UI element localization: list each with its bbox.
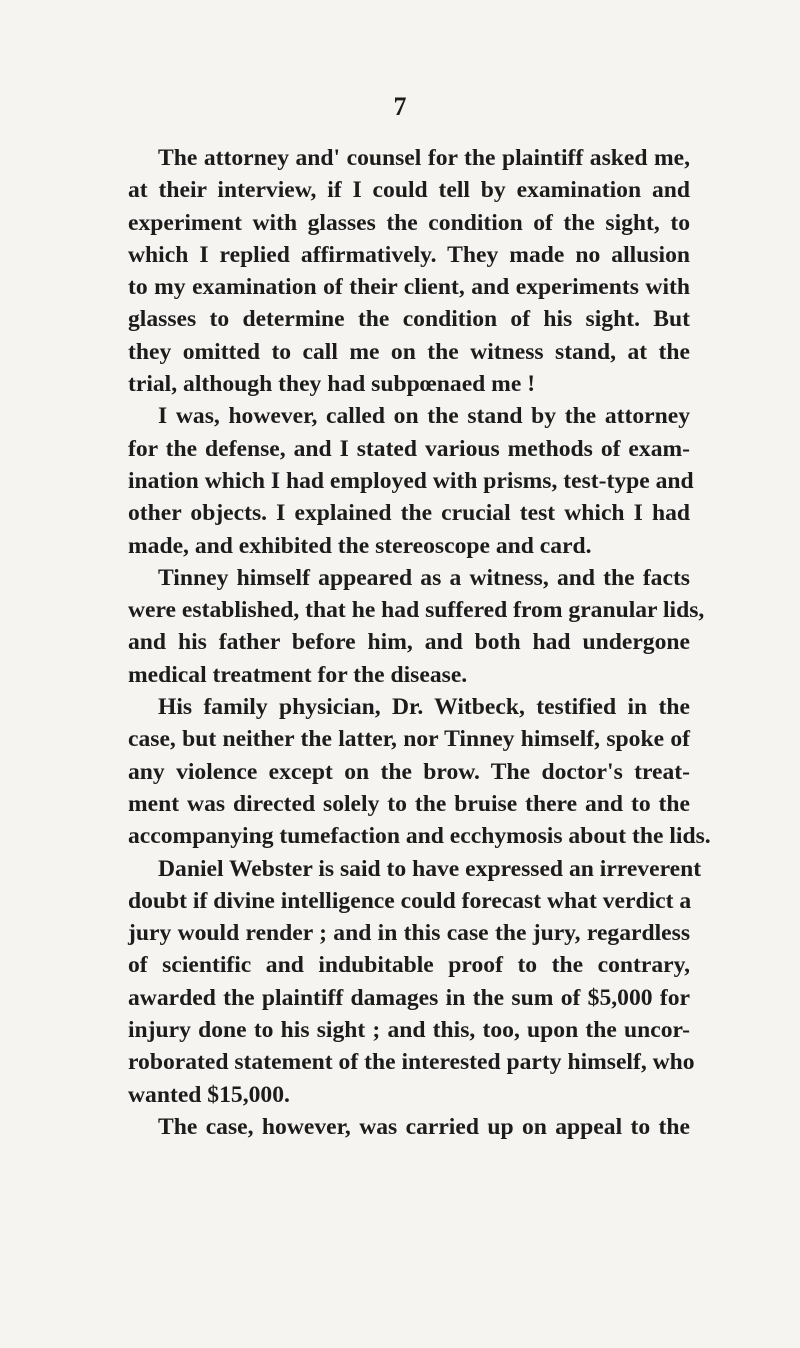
text-line: ination which I had employed with prisms, test-type and	[128, 467, 694, 494]
text-line: experiment with glasses the condition of the sight, to	[128, 209, 690, 236]
text-line: medical treatment for the disease.	[128, 661, 468, 688]
text-line: accompanying tumefaction and ecchymosis about the lids.	[128, 823, 711, 850]
text-line: to my examination of their client, and experiments with	[128, 274, 690, 301]
text-line: ment was directed solely to the bruise there and to the	[128, 790, 690, 817]
text-line: of scientific and indubitable proof to the contrary,	[128, 952, 690, 979]
text-line: other objects. I explained the crucial test which I had	[128, 500, 690, 527]
text-line: which I replied affirmatively. They made no allusion	[128, 241, 690, 268]
text-line: I was, however, called on the stand by the attorney	[158, 403, 690, 430]
text-line: any violence except on the brow. The doctor's treat-	[128, 758, 690, 785]
text-line: Tinney himself appeared as a witness, and the facts	[158, 564, 690, 591]
text-line: wanted $15,000.	[128, 1081, 290, 1108]
text-line: injury done to his sight ; and this, too, upon the uncor-	[128, 1017, 690, 1044]
text-line: awarded the plaintiff damages in the sum of $5,000 for	[128, 984, 690, 1011]
body-text	[128, 142, 711, 1143]
text-line: trial, although they had subpœnaed me !	[128, 371, 536, 398]
text-line: at their interview, if I could tell by examination and	[128, 177, 690, 204]
text-line: for the defense, and I stated various methods of exam-	[128, 435, 690, 462]
text-line: made, and exhibited the stereoscope and card.	[128, 532, 592, 559]
text-line: and his father before him, and both had undergone	[128, 629, 690, 656]
text-line: The case, however, was carried up on appeal to the	[158, 1113, 690, 1140]
text-line: doubt if divine intelligence could forecast what verdict a	[128, 887, 692, 914]
text-line: were established, that he had suffered from granular lids,	[128, 597, 705, 624]
text-line: they omitted to call me on the witness stand, at the	[128, 338, 690, 365]
text-line: jury would render ; and in this case the jury, regardless	[128, 920, 690, 947]
text-line: roborated statement of the interested party himself, who	[128, 1049, 695, 1076]
text-line: case, but neither the latter, nor Tinney himself, spoke of	[128, 726, 690, 753]
text-line: His family physician, Dr. Witbeck, testified in the	[158, 694, 690, 721]
text-line: Daniel Webster is said to have expressed an irreverent	[158, 855, 702, 882]
text-line: The attorney and' counsel for the plaintiff asked me,	[158, 145, 690, 171]
text-line: glasses to determine the condition of his sight. But	[128, 306, 690, 333]
page-number: 7	[393, 92, 407, 121]
